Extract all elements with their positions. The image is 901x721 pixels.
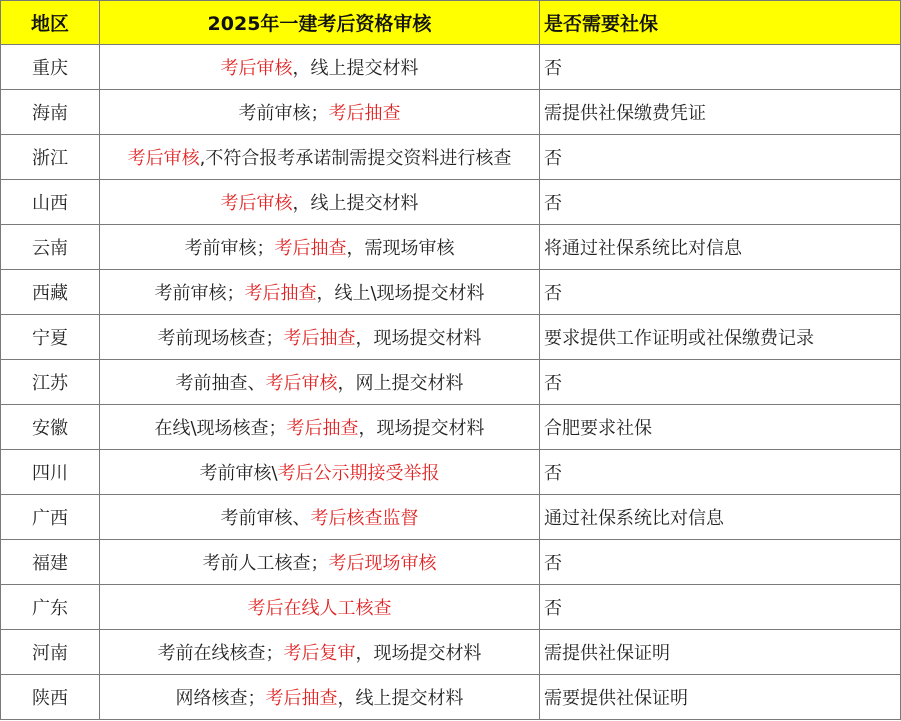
social-security-cell: 要求提供工作证明或社保缴费记录 bbox=[540, 315, 901, 360]
table-row bbox=[1, 315, 901, 360]
review-process-cell bbox=[100, 585, 540, 630]
review-text-segment: ，现场提交材料 bbox=[355, 643, 482, 664]
header-region: 地区 bbox=[1, 1, 100, 45]
table-row bbox=[1, 405, 901, 450]
post-exam-review-highlight: 考后公示期接受举报 bbox=[277, 463, 440, 484]
social-security-cell: 需提供社保证明 bbox=[540, 630, 901, 675]
review-text-segment: 考前审核； bbox=[238, 103, 329, 124]
review-process-cell bbox=[100, 450, 540, 495]
post-exam-review-highlight: 考后核查监督 bbox=[310, 508, 419, 529]
table-row bbox=[1, 270, 901, 315]
review-process-cell bbox=[100, 630, 540, 675]
post-exam-review-highlight: 考后抽查 bbox=[265, 688, 338, 709]
social-security-cell: 将通过社保系统比对信息 bbox=[540, 225, 901, 270]
review-text-segment: 考前审核、 bbox=[220, 508, 311, 529]
review-process-cell bbox=[100, 675, 540, 720]
header-process: 2025年一建考后资格审核 bbox=[100, 1, 540, 45]
post-exam-review-highlight: 考后抽查 bbox=[274, 238, 347, 259]
header-row bbox=[1, 1, 901, 45]
table-row bbox=[1, 540, 901, 585]
post-exam-review-highlight: 考后抽查 bbox=[286, 418, 359, 439]
region-cell: 西藏 bbox=[1, 270, 100, 315]
review-text-segment: 考前审核； bbox=[154, 283, 245, 304]
post-exam-review-highlight: 考后在线人工核查 bbox=[247, 598, 392, 619]
region-cell: 广东 bbox=[1, 585, 100, 630]
review-text-segment: ，线上提交材料 bbox=[337, 688, 464, 709]
region-cell: 宁夏 bbox=[1, 315, 100, 360]
post-exam-review-highlight: 考后复审 bbox=[283, 643, 356, 664]
table-row bbox=[1, 225, 901, 270]
review-process-cell bbox=[100, 360, 540, 405]
social-security-cell: 否 bbox=[540, 450, 901, 495]
social-security-cell: 否 bbox=[540, 360, 901, 405]
table-row bbox=[1, 180, 901, 225]
review-text-segment: 考前审核\ bbox=[199, 463, 278, 484]
table-row bbox=[1, 630, 901, 675]
social-security-cell: 否 bbox=[540, 540, 901, 585]
social-security-cell: 通过社保系统比对信息 bbox=[540, 495, 901, 540]
table-row bbox=[1, 585, 901, 630]
review-process-cell bbox=[100, 405, 540, 450]
table-row bbox=[1, 135, 901, 180]
review-process-cell bbox=[100, 315, 540, 360]
review-text-segment: ，需现场审核 bbox=[346, 238, 455, 259]
review-text-segment: 考前人工核查； bbox=[202, 553, 329, 574]
review-process-cell bbox=[100, 180, 540, 225]
table-body bbox=[1, 45, 901, 720]
review-process-cell bbox=[100, 270, 540, 315]
review-text-segment: 考前抽查、 bbox=[175, 373, 266, 394]
review-text-segment: ，线上提交材料 bbox=[292, 193, 419, 214]
social-security-cell: 否 bbox=[540, 180, 901, 225]
post-exam-review-highlight: 考后抽查 bbox=[244, 283, 317, 304]
social-security-cell: 需要提供社保证明 bbox=[540, 675, 901, 720]
review-process-cell bbox=[100, 90, 540, 135]
review-process-cell bbox=[100, 540, 540, 585]
review-text-segment: ，线上\现场提交材料 bbox=[316, 283, 485, 304]
table-row bbox=[1, 45, 901, 90]
table-row bbox=[1, 90, 901, 135]
review-process-cell bbox=[100, 225, 540, 270]
review-text-segment: ，网上提交材料 bbox=[337, 373, 464, 394]
social-security-cell: 否 bbox=[540, 270, 901, 315]
post-exam-review-highlight: 考后抽查 bbox=[283, 328, 356, 349]
post-exam-review-highlight: 考后审核 bbox=[127, 148, 200, 169]
region-cell: 四川 bbox=[1, 450, 100, 495]
review-text-segment: 考前审核； bbox=[184, 238, 275, 259]
review-text-segment: ，现场提交材料 bbox=[355, 328, 482, 349]
review-text-segment: 在线\现场核查； bbox=[154, 418, 287, 439]
region-cell: 云南 bbox=[1, 225, 100, 270]
post-exam-review-highlight: 考后现场审核 bbox=[328, 553, 437, 574]
table-row bbox=[1, 360, 901, 405]
region-cell: 广西 bbox=[1, 495, 100, 540]
review-process-cell bbox=[100, 45, 540, 90]
post-exam-review-highlight: 考后审核 bbox=[220, 58, 293, 79]
table-row bbox=[1, 675, 901, 720]
post-exam-review-highlight: 考后审核 bbox=[265, 373, 338, 394]
region-cell: 河南 bbox=[1, 630, 100, 675]
review-text-segment: ，现场提交材料 bbox=[358, 418, 485, 439]
post-exam-review-highlight: 考后抽查 bbox=[328, 103, 401, 124]
review-process-cell bbox=[100, 495, 540, 540]
social-security-cell: 否 bbox=[540, 135, 901, 180]
review-text-segment: 网络核查； bbox=[175, 688, 266, 709]
table-row bbox=[1, 450, 901, 495]
review-text-segment: 考前在线核查； bbox=[157, 643, 284, 664]
review-text-segment: ，线上提交材料 bbox=[292, 58, 419, 79]
region-cell: 安徽 bbox=[1, 405, 100, 450]
region-cell: 海南 bbox=[1, 90, 100, 135]
social-security-cell: 合肥要求社保 bbox=[540, 405, 901, 450]
review-text-segment: ,不符合报考承诺制需提交资料进行核查 bbox=[199, 148, 512, 169]
region-cell: 山西 bbox=[1, 180, 100, 225]
region-cell: 浙江 bbox=[1, 135, 100, 180]
social-security-cell: 否 bbox=[540, 45, 901, 90]
region-cell: 江苏 bbox=[1, 360, 100, 405]
social-security-cell: 否 bbox=[540, 585, 901, 630]
region-cell: 福建 bbox=[1, 540, 100, 585]
region-cell: 陕西 bbox=[1, 675, 100, 720]
review-process-cell bbox=[100, 135, 540, 180]
region-cell: 重庆 bbox=[1, 45, 100, 90]
social-security-cell: 需提供社保缴费凭证 bbox=[540, 90, 901, 135]
review-text-segment: 考前现场核查； bbox=[157, 328, 284, 349]
header-social-security: 是否需要社保 bbox=[540, 1, 901, 45]
table-row bbox=[1, 495, 901, 540]
post-exam-review-highlight: 考后审核 bbox=[220, 193, 293, 214]
